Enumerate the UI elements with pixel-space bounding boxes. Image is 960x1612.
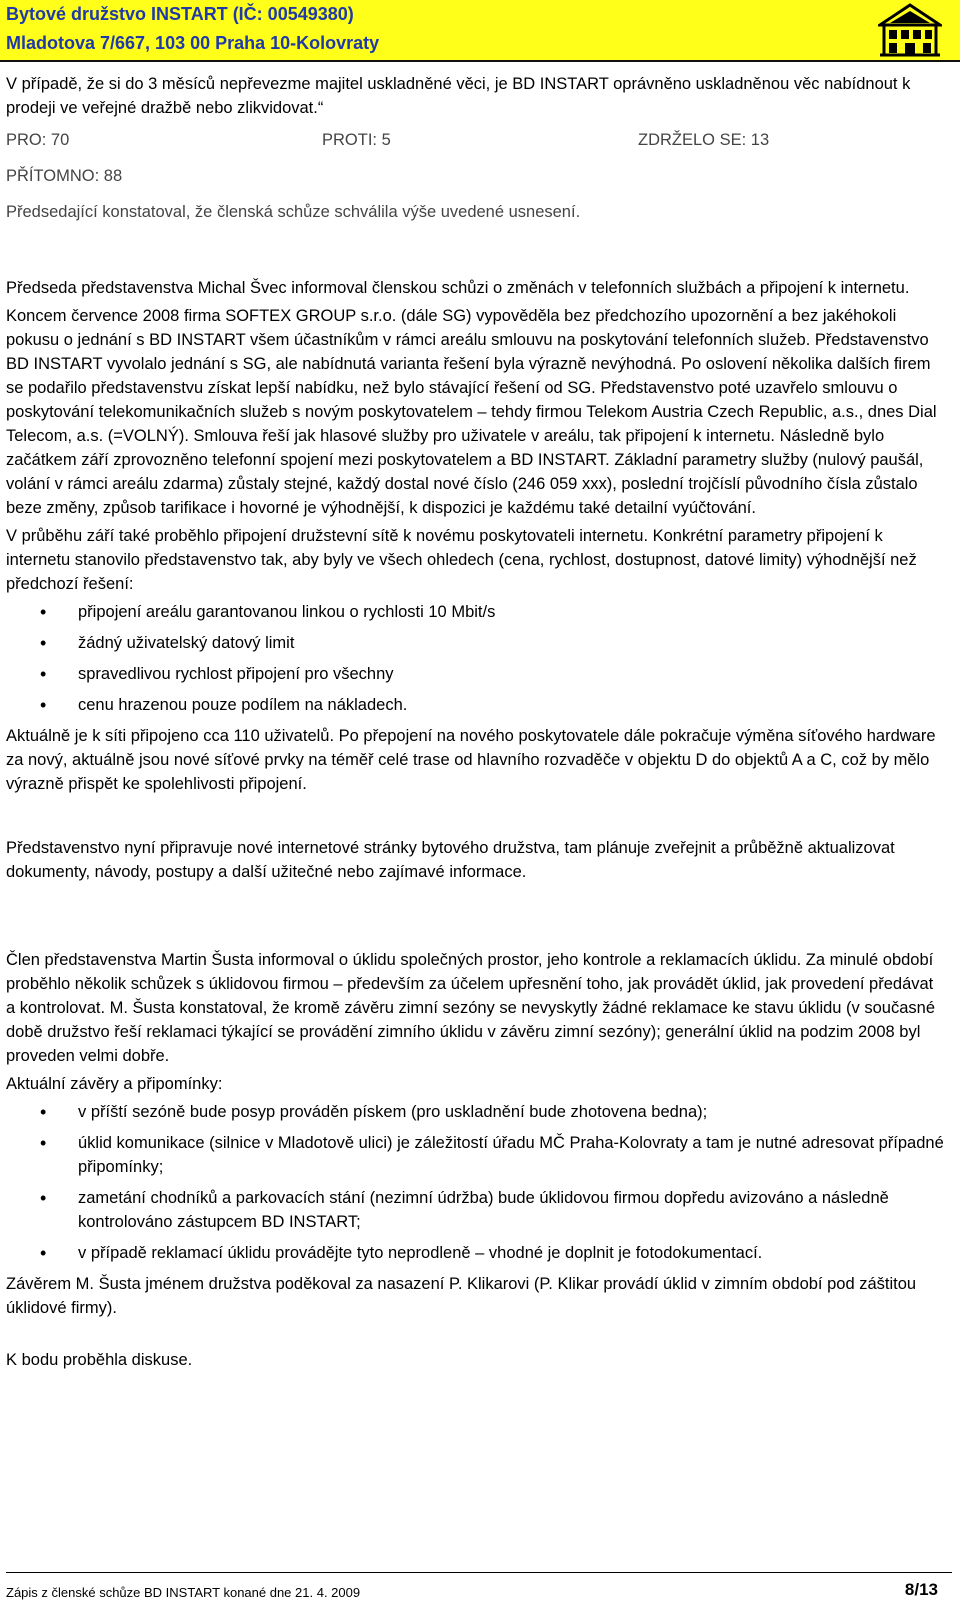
list-item: • spravedlivou rychlost připojení pro všechny bbox=[6, 662, 946, 686]
header-address: Mladotova 7/667, 103 00 Praha 10-Kolovraty bbox=[6, 33, 380, 53]
vote-abstained: ZDRŽELO SE: 13 bbox=[638, 131, 770, 149]
header-title: Bytové družstvo INSTART (IČ: 00549380) bbox=[6, 4, 354, 24]
list-item: • v příští sezóně bude posyp prováděn pískem (pro uskladnění bude zhotovena bedna); bbox=[6, 1100, 946, 1124]
internet-params-list bbox=[6, 600, 946, 717]
vote-proti: PROTI: 5 bbox=[322, 131, 391, 149]
telecom-history: Koncem července 2008 firma SOFTEX GROUP s.r.o. (dále SG) vypověděla bez předchozího upozornění a bez jakéhokoli pokusu o jednání s BD INSTART všem účastníkům v rámci areálu smlouvu na poskytování telefonních služeb. Představenstvo BD INSTART vyvolalo jednání s SG, ale nabídnutá varianta řešení byla výrazně nevýhodná. Po oslovení několika dalších firem se podařilo představenstvu získat lepší nabídku, než bylo stávající řešení od SG. Představenstvo poté uzavřelo smlouvu o poskytování telekomunikačních služeb s novým poskytovatelem – tehdy firmou Telekom Austria Czech Republic, a.s., dnes Dial Telecom, a.s. (=VOLNÝ). Smlouva řeší jak hlasové služby pro uživatele v areálu, tak připojení k internetu. Následně bylo začátkem září zprovozněno telefonní spojení mezi poskytovatelem a BD INSTART. Základní parametry služby (nulový paušál, volání v rámci areálu zdarma) zůstaly stejné, každý dostal nové číslo (246 059 xxx), poslední trojčíslí původního čísla zůstalo beze změny, způsob tarifikace i hovorné je výhodnější, k dispozici je každému také detailní vyúčtování. bbox=[6, 307, 937, 517]
discussion-note: K bodu proběhla diskuse. bbox=[6, 1351, 193, 1369]
list-item: • v případě reklamací úklidu provádějte tyto neprodleně – vhodné je doplnit je fotodokumentací. bbox=[6, 1241, 946, 1265]
vote-present: PŘÍTOMNO: 88 bbox=[6, 167, 123, 185]
web-paragraph: Představenstvo nyní připravuje nové internetové stránky bytového družstva, tam plánuje zveřejnit a průběžně aktualizovat dokumenty, návody, postupy a další užitečné nebo zajímavé informace. bbox=[6, 839, 895, 881]
page-number: 8/13 bbox=[904, 1580, 938, 1599]
vote-results bbox=[6, 128, 946, 152]
document-body bbox=[6, 72, 946, 1376]
vote-pro: PRO: 70 bbox=[6, 131, 70, 149]
internet-paragraph: V průběhu září také proběhlo připojení družstevní sítě k novému poskytovateli internetu. Konkrétní parametry připojení k internetu stanovilo představenstvo tak, aby byly ve všech ohledech (cena, rychlost, dostupnost, datové limity) výhodnější než předchozí řešení: bbox=[6, 527, 917, 593]
list-item: • připojení areálu garantovanou linkou o rychlosti 10 Mbit/s bbox=[6, 600, 946, 624]
cleaning-conclusions-list bbox=[6, 1100, 946, 1265]
approval-statement: Předsedající konstatoval, že členská schůze schválila výše uvedené usnesení. bbox=[6, 203, 581, 221]
cleaning-paragraph: Člen představenstva Martin Šusta informoval o úklidu společných prostor, jeho kontrole a reklamacích úklidu. Za minulé období proběhlo několik schůzek s úklidovou firmou – především za účelem upřesnění toho, jak provádět úklid, jak provedení předávat a kontrolovat. M. Šusta konstatoval, že kromě závěru zimní sezóny se nevyskytly žádné reklamace ke stavu úklidu (v současné době družstvo řeší reklamaci týkající se provádění zimního úklidu v závěru zimní sezóny); generální úklid na podzim 2008 byl proveden velmi dobře. bbox=[6, 951, 936, 1065]
footer-divider bbox=[6, 1572, 952, 1573]
document-header bbox=[0, 0, 960, 62]
footer-caption: Zápis z členské schůze BD INSTART konané dne 21. 4. 2009 bbox=[6, 1585, 361, 1600]
cleaning-thanks: Závěrem M. Šusta jménem družstva poděkoval za nasazení P. Klikarovi (P. Klikar provádí úklid v zimním období pod záštitou úklidové firmy). bbox=[6, 1275, 917, 1317]
telecom-intro: Předseda představenstva Michal Švec informoval členskou schůzi o změnách v telefonních službách a připojení k internetu. bbox=[6, 279, 910, 297]
list-item: • úklid komunikace (silnice v Mladotově ulici) je záležitostí úřadu MČ Praha-Kolovraty a tam je nutné adresovat případné připomínky; bbox=[6, 1131, 946, 1179]
building-logo-icon bbox=[878, 3, 942, 57]
intro-paragraph: V případě, že si do 3 měsíců nepřevezme majitel uskladněné věci, je BD INSTART oprávněno uskladněnou věc nabídnout k prodeji ve veřejné dražbě nebo zlikvidovat.“ bbox=[6, 75, 911, 117]
list-item: • žádný uživatelský datový limit bbox=[6, 631, 946, 655]
list-item: • cenu hrazenou pouze podílem na nákladech. bbox=[6, 693, 946, 717]
cleaning-conclusions-heading: Aktuální závěry a připomínky: bbox=[6, 1075, 223, 1093]
users-paragraph: Aktuálně je k síti připojeno cca 110 uživatelů. Po přepojení na nového poskytovatele dále pokračuje výměna síťového hardware za nový, aktuálně jsou nové síťové prvky na téměř celé trase od hlavního rozvaděče v objektu D do objektů A a C, což by mělo výrazně přispět ke spolehlivosti připojení. bbox=[6, 727, 936, 793]
list-item: • zametání chodníků a parkovacích stání (nezimní údržba) bude úklidovou firmou dopředu avizováno a následně kontrolováno zástupcem BD INSTART; bbox=[6, 1186, 946, 1234]
